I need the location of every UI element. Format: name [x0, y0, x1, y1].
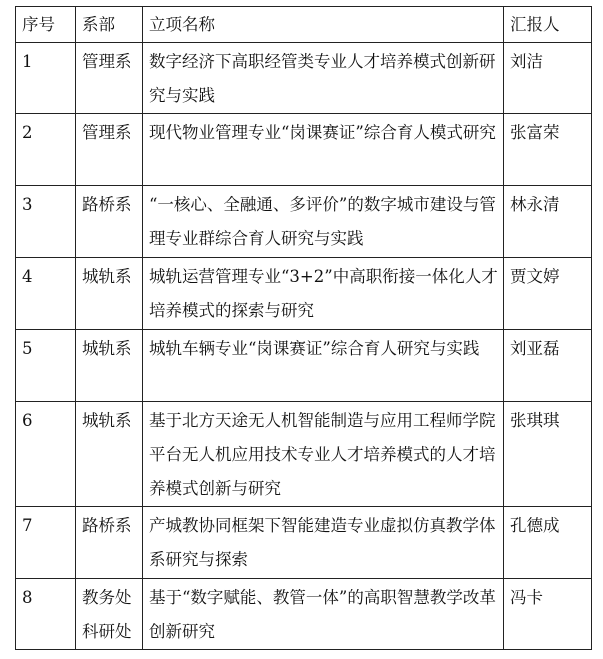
row-reporter: 张富荣 [504, 114, 592, 186]
row-reporter: 冯卡 [504, 579, 592, 650]
header-dept: 系部 [76, 7, 143, 43]
row-title: 城轨车辆专业“岗课赛证”综合育人研究与实践 [143, 330, 504, 402]
header-no: 序号 [16, 7, 76, 43]
row-dept: 城轨系 [76, 258, 143, 330]
table-row [16, 330, 592, 402]
row-reporter: 贾文婷 [504, 258, 592, 330]
row-title: 基于“数字赋能、教管一体”的高职智慧教学改革创新研究 [143, 579, 504, 650]
table-row [16, 507, 592, 579]
row-dept: 路桥系 [76, 186, 143, 258]
row-dept: 城轨系 [76, 330, 143, 402]
row-reporter: 林永清 [504, 186, 592, 258]
project-table [15, 6, 592, 650]
row-title: “一核心、全融通、多评价”的数字城市建设与管理专业群综合育人研究与实践 [143, 186, 504, 258]
row-no: 5 [16, 330, 76, 402]
row-no: 8 [16, 579, 76, 650]
row-no: 1 [16, 43, 76, 114]
table-row [16, 186, 592, 258]
row-title: 现代物业管理专业“岗课赛证”综合育人模式研究 [143, 114, 504, 186]
table-row [16, 258, 592, 330]
table-header-row [16, 7, 592, 43]
row-no: 3 [16, 186, 76, 258]
table-row [16, 402, 592, 507]
table-row [16, 43, 592, 114]
row-title: 基于北方天途无人机智能制造与应用工程师学院平台无人机应用技术专业人才培养模式的人才培养模式创新与研究 [143, 402, 504, 507]
table-row [16, 579, 592, 650]
row-title: 产城教协同框架下智能建造专业虚拟仿真教学体系研究与探索 [143, 507, 504, 579]
row-reporter: 刘洁 [504, 43, 592, 114]
row-no: 2 [16, 114, 76, 186]
row-title: 数字经济下高职经管类专业人才培养模式创新研究与实践 [143, 43, 504, 114]
header-reporter: 汇报人 [504, 7, 592, 43]
row-dept: 城轨系 [76, 402, 143, 507]
row-no: 4 [16, 258, 76, 330]
header-title: 立项名称 [143, 7, 504, 43]
row-title: 城轨运营管理专业“3+2”中高职衔接一体化人才培养模式的探索与研究 [143, 258, 504, 330]
row-reporter: 刘亚磊 [504, 330, 592, 402]
row-dept: 教务处科研处 [76, 579, 143, 650]
row-dept: 管理系 [76, 114, 143, 186]
row-dept: 管理系 [76, 43, 143, 114]
row-reporter: 张琪琪 [504, 402, 592, 507]
row-dept: 路桥系 [76, 507, 143, 579]
table-row [16, 114, 592, 186]
row-no: 6 [16, 402, 76, 507]
row-no: 7 [16, 507, 76, 579]
row-reporter: 孔德成 [504, 507, 592, 579]
